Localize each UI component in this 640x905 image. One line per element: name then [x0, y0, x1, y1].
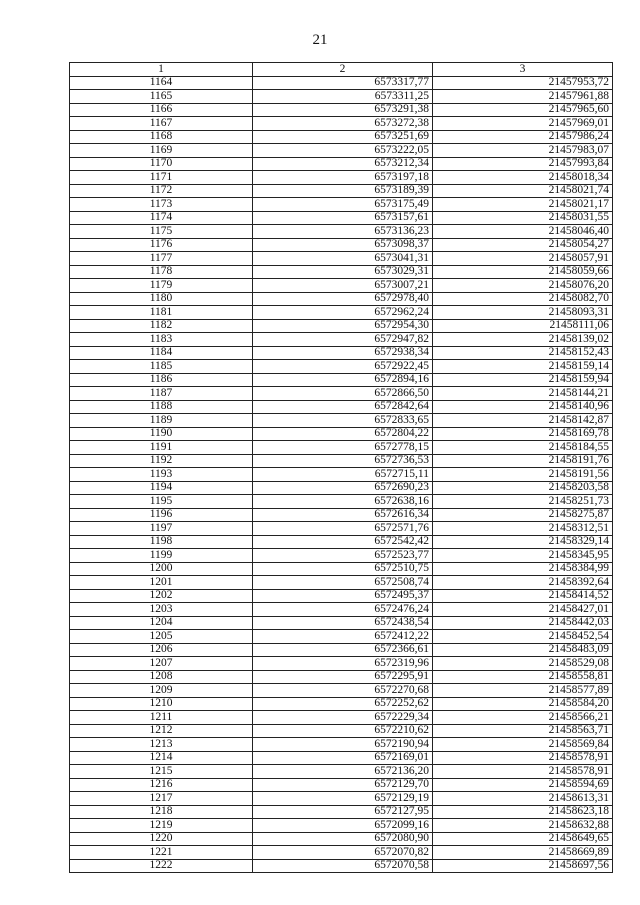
- point-number-cell: 1200: [70, 562, 253, 576]
- table-row: [70, 751, 613, 765]
- x-coordinate-cell: 6572136,20: [253, 765, 433, 779]
- table-row: [70, 724, 613, 738]
- point-number-cell: 1195: [70, 495, 253, 509]
- y-coordinate-cell: 21458584,20: [433, 697, 613, 711]
- y-coordinate-cell: 21458054,27: [433, 238, 613, 252]
- point-number-cell: 1212: [70, 724, 253, 738]
- y-coordinate-cell: 21458569,84: [433, 738, 613, 752]
- point-number-cell: 1194: [70, 481, 253, 495]
- point-number-cell: 1187: [70, 387, 253, 401]
- point-number-cell: 1215: [70, 765, 253, 779]
- point-number-cell: 1186: [70, 373, 253, 387]
- point-number-cell: 1182: [70, 319, 253, 333]
- table-row: [70, 252, 613, 266]
- point-number-cell: 1177: [70, 252, 253, 266]
- y-coordinate-cell: 21458578,91: [433, 751, 613, 765]
- x-coordinate-cell: 6572127,95: [253, 805, 433, 819]
- table-row: [70, 198, 613, 212]
- table-row: [70, 414, 613, 428]
- table-row: [70, 481, 613, 495]
- y-coordinate-cell: 21457983,07: [433, 144, 613, 158]
- point-number-cell: 1171: [70, 171, 253, 185]
- table-row: [70, 117, 613, 131]
- point-number-cell: 1206: [70, 643, 253, 657]
- x-coordinate-cell: 6572866,50: [253, 387, 433, 401]
- x-coordinate-cell: 6573189,39: [253, 184, 433, 198]
- point-number-cell: 1190: [70, 427, 253, 441]
- table-row: [70, 157, 613, 171]
- table-row: [70, 670, 613, 684]
- y-coordinate-cell: 21458312,51: [433, 522, 613, 536]
- x-coordinate-cell: 6572778,15: [253, 441, 433, 455]
- y-coordinate-cell: 21457961,88: [433, 90, 613, 104]
- point-number-cell: 1220: [70, 832, 253, 846]
- y-coordinate-cell: 21458452,54: [433, 630, 613, 644]
- point-number-cell: 1202: [70, 589, 253, 603]
- table-row: [70, 792, 613, 806]
- point-number-cell: 1221: [70, 846, 253, 860]
- table-row: [70, 103, 613, 117]
- table-row: [70, 616, 613, 630]
- y-coordinate-cell: 21458577,89: [433, 684, 613, 698]
- y-coordinate-cell: 21458329,14: [433, 535, 613, 549]
- y-coordinate-cell: 21458414,52: [433, 589, 613, 603]
- x-coordinate-cell: 6572978,40: [253, 292, 433, 306]
- y-coordinate-cell: 21458152,43: [433, 346, 613, 360]
- y-coordinate-cell: 21458140,96: [433, 400, 613, 414]
- table-row: [70, 441, 613, 455]
- table-row: [70, 643, 613, 657]
- point-number-cell: 1201: [70, 576, 253, 590]
- column-header-1: 1: [70, 63, 253, 77]
- y-coordinate-cell: 21458191,56: [433, 468, 613, 482]
- y-coordinate-cell: 21458345,95: [433, 549, 613, 563]
- x-coordinate-cell: 6573222,05: [253, 144, 433, 158]
- y-coordinate-cell: 21458159,94: [433, 373, 613, 387]
- point-number-cell: 1197: [70, 522, 253, 536]
- x-coordinate-cell: 6572169,01: [253, 751, 433, 765]
- table-row: [70, 778, 613, 792]
- x-coordinate-cell: 6572070,58: [253, 859, 433, 873]
- point-number-cell: 1172: [70, 184, 253, 198]
- table-row: [70, 171, 613, 185]
- point-number-cell: 1198: [70, 535, 253, 549]
- x-coordinate-cell: 6572295,91: [253, 670, 433, 684]
- x-coordinate-cell: 6573029,31: [253, 265, 433, 279]
- y-coordinate-cell: 21458046,40: [433, 225, 613, 239]
- y-coordinate-cell: 21458076,20: [433, 279, 613, 293]
- table-row: [70, 225, 613, 239]
- x-coordinate-cell: 6573157,61: [253, 211, 433, 225]
- point-number-cell: 1165: [70, 90, 253, 104]
- y-coordinate-cell: 21458649,65: [433, 832, 613, 846]
- y-coordinate-cell: 21457986,24: [433, 130, 613, 144]
- table-row: [70, 697, 613, 711]
- table-row: [70, 360, 613, 374]
- table-row: [70, 684, 613, 698]
- x-coordinate-cell: 6572366,61: [253, 643, 433, 657]
- point-number-cell: 1174: [70, 211, 253, 225]
- x-coordinate-cell: 6573212,34: [253, 157, 433, 171]
- table-row: [70, 373, 613, 387]
- y-coordinate-cell: 21458082,70: [433, 292, 613, 306]
- table-row: [70, 184, 613, 198]
- y-coordinate-cell: 21458251,73: [433, 495, 613, 509]
- x-coordinate-cell: 6572476,24: [253, 603, 433, 617]
- x-coordinate-cell: 6573272,38: [253, 117, 433, 131]
- table-row: [70, 292, 613, 306]
- x-coordinate-cell: 6572962,24: [253, 306, 433, 320]
- point-number-cell: 1170: [70, 157, 253, 171]
- point-number-cell: 1164: [70, 76, 253, 90]
- table-row: [70, 846, 613, 860]
- y-coordinate-cell: 21458483,09: [433, 643, 613, 657]
- point-number-cell: 1193: [70, 468, 253, 482]
- table-row: [70, 346, 613, 360]
- x-coordinate-cell: 6573311,25: [253, 90, 433, 104]
- y-coordinate-cell: 21458275,87: [433, 508, 613, 522]
- point-number-cell: 1176: [70, 238, 253, 252]
- point-number-cell: 1175: [70, 225, 253, 239]
- point-number-cell: 1209: [70, 684, 253, 698]
- table-row: [70, 76, 613, 90]
- y-coordinate-cell: 21457969,01: [433, 117, 613, 131]
- table-row: [70, 130, 613, 144]
- x-coordinate-cell: 6572842,64: [253, 400, 433, 414]
- point-number-cell: 1203: [70, 603, 253, 617]
- point-number-cell: 1192: [70, 454, 253, 468]
- table-row: [70, 495, 613, 509]
- point-number-cell: 1222: [70, 859, 253, 873]
- table-row: [70, 454, 613, 468]
- point-number-cell: 1208: [70, 670, 253, 684]
- point-number-cell: 1166: [70, 103, 253, 117]
- x-coordinate-cell: 6572190,94: [253, 738, 433, 752]
- point-number-cell: 1217: [70, 792, 253, 806]
- table-row: [70, 535, 613, 549]
- x-coordinate-cell: 6572508,74: [253, 576, 433, 590]
- point-number-cell: 1180: [70, 292, 253, 306]
- point-number-cell: 1216: [70, 778, 253, 792]
- table-row: [70, 387, 613, 401]
- table-row: [70, 468, 613, 482]
- x-coordinate-cell: 6573136,23: [253, 225, 433, 239]
- x-coordinate-cell: 6572099,16: [253, 819, 433, 833]
- point-number-cell: 1185: [70, 360, 253, 374]
- y-coordinate-cell: 21458427,01: [433, 603, 613, 617]
- y-coordinate-cell: 21458203,58: [433, 481, 613, 495]
- y-coordinate-cell: 21457965,60: [433, 103, 613, 117]
- x-coordinate-cell: 6572080,90: [253, 832, 433, 846]
- x-coordinate-cell: 6573007,21: [253, 279, 433, 293]
- y-coordinate-cell: 21458697,56: [433, 859, 613, 873]
- point-number-cell: 1218: [70, 805, 253, 819]
- table-row: [70, 522, 613, 536]
- x-coordinate-cell: 6573197,18: [253, 171, 433, 185]
- y-coordinate-cell: 21458093,31: [433, 306, 613, 320]
- table-row: [70, 306, 613, 320]
- y-coordinate-cell: 21458159,14: [433, 360, 613, 374]
- y-coordinate-cell: 21458021,17: [433, 198, 613, 212]
- x-coordinate-cell: 6572947,82: [253, 333, 433, 347]
- y-coordinate-cell: 21458144,21: [433, 387, 613, 401]
- table-header-row: [70, 63, 613, 77]
- point-number-cell: 1213: [70, 738, 253, 752]
- coordinates-table: [69, 62, 613, 873]
- y-coordinate-cell: 21458529,08: [433, 657, 613, 671]
- y-coordinate-cell: 21458594,69: [433, 778, 613, 792]
- table-body: [70, 76, 613, 873]
- y-coordinate-cell: 21458059,66: [433, 265, 613, 279]
- y-coordinate-cell: 21458057,91: [433, 252, 613, 266]
- x-coordinate-cell: 6573291,38: [253, 103, 433, 117]
- table-row: [70, 562, 613, 576]
- x-coordinate-cell: 6573175,49: [253, 198, 433, 212]
- x-coordinate-cell: 6572070,82: [253, 846, 433, 860]
- point-number-cell: 1205: [70, 630, 253, 644]
- point-number-cell: 1178: [70, 265, 253, 279]
- point-number-cell: 1211: [70, 711, 253, 725]
- x-coordinate-cell: 6572638,16: [253, 495, 433, 509]
- point-number-cell: 1214: [70, 751, 253, 765]
- x-coordinate-cell: 6572270,68: [253, 684, 433, 698]
- table-row: [70, 711, 613, 725]
- x-coordinate-cell: 6572938,34: [253, 346, 433, 360]
- x-coordinate-cell: 6572804,22: [253, 427, 433, 441]
- point-number-cell: 1169: [70, 144, 253, 158]
- table-row: [70, 279, 613, 293]
- x-coordinate-cell: 6572616,34: [253, 508, 433, 522]
- x-coordinate-cell: 6572833,65: [253, 414, 433, 428]
- y-coordinate-cell: 21458442,03: [433, 616, 613, 630]
- page-number: 21: [312, 32, 328, 48]
- y-coordinate-cell: 21458021,74: [433, 184, 613, 198]
- point-number-cell: 1191: [70, 441, 253, 455]
- y-coordinate-cell: 21457993,84: [433, 157, 613, 171]
- table-row: [70, 400, 613, 414]
- x-coordinate-cell: 6573251,69: [253, 130, 433, 144]
- point-number-cell: 1184: [70, 346, 253, 360]
- x-coordinate-cell: 6572922,45: [253, 360, 433, 374]
- x-coordinate-cell: 6572571,76: [253, 522, 433, 536]
- table-row: [70, 265, 613, 279]
- x-coordinate-cell: 6572523,77: [253, 549, 433, 563]
- x-coordinate-cell: 6572954,30: [253, 319, 433, 333]
- table-row: [70, 630, 613, 644]
- point-number-cell: 1196: [70, 508, 253, 522]
- x-coordinate-cell: 6573041,31: [253, 252, 433, 266]
- table-row: [70, 819, 613, 833]
- x-coordinate-cell: 6572210,62: [253, 724, 433, 738]
- y-coordinate-cell: 21458623,18: [433, 805, 613, 819]
- table-row: [70, 238, 613, 252]
- y-coordinate-cell: 21458563,71: [433, 724, 613, 738]
- x-coordinate-cell: 6572736,53: [253, 454, 433, 468]
- y-coordinate-cell: 21458384,99: [433, 562, 613, 576]
- y-coordinate-cell: 21458184,55: [433, 441, 613, 455]
- column-header-3: 3: [433, 63, 613, 77]
- x-coordinate-cell: 6572229,34: [253, 711, 433, 725]
- point-number-cell: 1219: [70, 819, 253, 833]
- point-number-cell: 1168: [70, 130, 253, 144]
- y-coordinate-cell: 21458139,02: [433, 333, 613, 347]
- x-coordinate-cell: 6572252,62: [253, 697, 433, 711]
- y-coordinate-cell: 21458578,91: [433, 765, 613, 779]
- point-number-cell: 1207: [70, 657, 253, 671]
- x-coordinate-cell: 6572129,19: [253, 792, 433, 806]
- point-number-cell: 1181: [70, 306, 253, 320]
- x-coordinate-cell: 6572319,96: [253, 657, 433, 671]
- table-row: [70, 657, 613, 671]
- y-coordinate-cell: 21458031,55: [433, 211, 613, 225]
- x-coordinate-cell: 6572412,22: [253, 630, 433, 644]
- table-row: [70, 90, 613, 104]
- point-number-cell: 1189: [70, 414, 253, 428]
- table-row: [70, 549, 613, 563]
- y-coordinate-cell: 21458669,89: [433, 846, 613, 860]
- x-coordinate-cell: 6572542,42: [253, 535, 433, 549]
- x-coordinate-cell: 6572438,54: [253, 616, 433, 630]
- point-number-cell: 1199: [70, 549, 253, 563]
- table-row: [70, 144, 613, 158]
- table-row: [70, 211, 613, 225]
- y-coordinate-cell: 21458613,31: [433, 792, 613, 806]
- table-row: [70, 427, 613, 441]
- y-coordinate-cell: 21458111,06: [433, 319, 613, 333]
- table-row: [70, 738, 613, 752]
- point-number-cell: 1167: [70, 117, 253, 131]
- y-coordinate-cell: 21458142,87: [433, 414, 613, 428]
- y-coordinate-cell: 21458392,64: [433, 576, 613, 590]
- table-row: [70, 603, 613, 617]
- table-row: [70, 589, 613, 603]
- y-coordinate-cell: 21458191,76: [433, 454, 613, 468]
- y-coordinate-cell: 21457953,72: [433, 76, 613, 90]
- table-row: [70, 832, 613, 846]
- point-number-cell: 1183: [70, 333, 253, 347]
- x-coordinate-cell: 6572715,11: [253, 468, 433, 482]
- x-coordinate-cell: 6572495,37: [253, 589, 433, 603]
- table-row: [70, 859, 613, 873]
- y-coordinate-cell: 21458169,78: [433, 427, 613, 441]
- point-number-cell: 1188: [70, 400, 253, 414]
- table-row: [70, 508, 613, 522]
- table-row: [70, 576, 613, 590]
- x-coordinate-cell: 6573098,37: [253, 238, 433, 252]
- x-coordinate-cell: 6572690,23: [253, 481, 433, 495]
- y-coordinate-cell: 21458566,21: [433, 711, 613, 725]
- point-number-cell: 1204: [70, 616, 253, 630]
- column-header-2: 2: [253, 63, 433, 77]
- x-coordinate-cell: 6572129,70: [253, 778, 433, 792]
- y-coordinate-cell: 21458018,34: [433, 171, 613, 185]
- point-number-cell: 1179: [70, 279, 253, 293]
- x-coordinate-cell: 6572894,16: [253, 373, 433, 387]
- x-coordinate-cell: 6573317,77: [253, 76, 433, 90]
- y-coordinate-cell: 21458558,81: [433, 670, 613, 684]
- table-row: [70, 319, 613, 333]
- y-coordinate-cell: 21458632,88: [433, 819, 613, 833]
- point-number-cell: 1173: [70, 198, 253, 212]
- x-coordinate-cell: 6572510,75: [253, 562, 433, 576]
- point-number-cell: 1210: [70, 697, 253, 711]
- table-row: [70, 765, 613, 779]
- table-row: [70, 333, 613, 347]
- table-row: [70, 805, 613, 819]
